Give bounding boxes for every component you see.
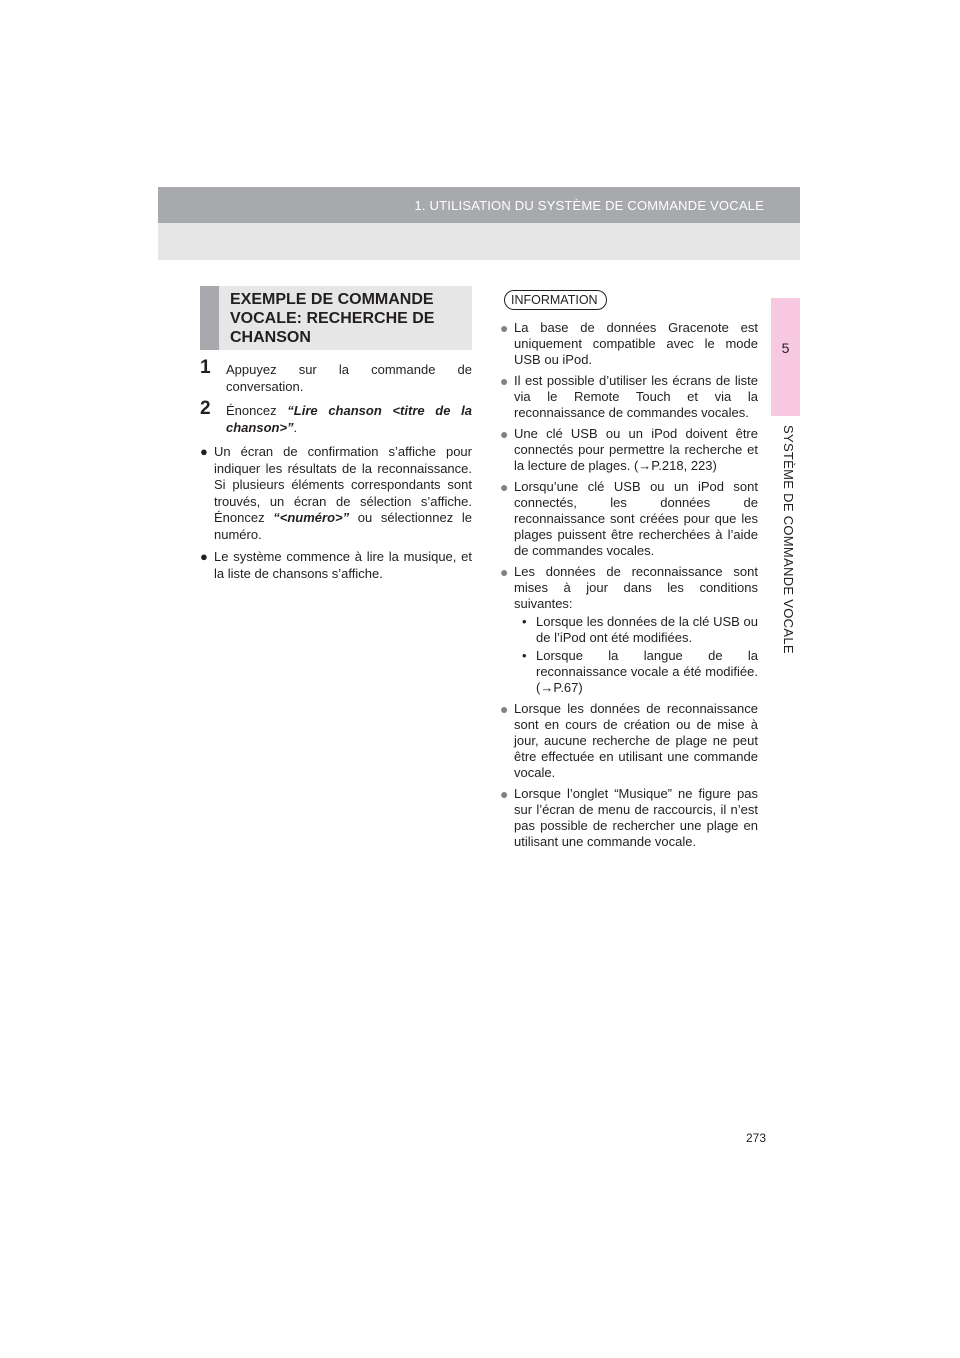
procedure-column <box>200 357 472 588</box>
info-text: Une clé USB ou un iPod doivent être connectés pour permettre la recherche et la lecture de plages. (→P.218, 223) <box>514 426 758 473</box>
step-emphasis: “Lire chanson <titre de la chanson>” <box>226 403 472 435</box>
step-prefix: Énoncez <box>226 403 288 418</box>
info-item <box>500 479 758 559</box>
info-bullet-icon: ● <box>500 564 509 580</box>
chapter-side-label: SYSTÈME DE COMMANDE VOCALE <box>781 425 796 654</box>
info-bullet-icon: ● <box>500 701 509 717</box>
step-text: Appuyez sur la commande de conversation. <box>226 362 472 394</box>
info-item <box>500 786 758 850</box>
step-suffix: . <box>293 419 298 435</box>
info-item <box>500 564 758 696</box>
chapter-tab <box>771 298 800 416</box>
bullet-dot-icon: ● <box>200 549 208 564</box>
step-number: 2 <box>200 398 211 419</box>
info-item <box>500 426 758 474</box>
bullet-text-a: Un écran de confirmation s’affiche pour indiquer les résultats de la reconnaissance. Si plusieurs éléments correspondants sont trouvés, un écran de sélection s’affiche. Énoncez <box>214 444 472 525</box>
bullet-item <box>200 444 472 543</box>
bullet-dot-icon: ● <box>200 444 208 459</box>
info-item <box>500 701 758 781</box>
info-text: Les données de reconnaissance sont mises à jour dans les conditions suivantes: <box>514 564 758 611</box>
info-sub-item <box>514 648 758 696</box>
page-header <box>158 187 800 260</box>
section-heading-accent <box>200 286 219 350</box>
bullet-text-a: Le système commence à lire la musique, et la liste de chansons s’affiche. <box>214 549 472 581</box>
info-sub-item <box>514 614 758 646</box>
chapter-number: 5 <box>781 340 790 356</box>
info-bullet-icon: ● <box>500 479 509 495</box>
header-strip <box>158 187 800 223</box>
sub-bullet-icon: • <box>522 614 527 629</box>
header-title: 1. UTILISATION DU SYSTÈME DE COMMANDE VOCALE <box>414 198 764 213</box>
section-title: EXEMPLE DE COMMANDE VOCALE: RECHERCHE DE CHANSON <box>230 291 435 346</box>
info-text: Lorsqu’une clé USB ou un iPod sont connectés, les données de reconnaissance sont créées pour que les plages puissent être recherchées à l’aide de commandes vocales. <box>514 479 758 558</box>
sub-bullet-icon: • <box>522 648 527 663</box>
info-item <box>500 320 758 368</box>
info-bullet-icon: ● <box>500 373 509 389</box>
step-text <box>226 403 472 436</box>
bullet-text-b: ou sélectionnez le numéro. <box>214 510 472 542</box>
info-text: Il est possible d’utiliser les écrans de liste via le Remote Touch et via la reconnaissance de commandes vocales. <box>514 373 758 420</box>
step-number: 1 <box>200 357 211 378</box>
step-1 <box>200 357 472 395</box>
info-bullet-icon: ● <box>500 320 509 336</box>
information-box <box>500 290 758 855</box>
step-2 <box>200 398 472 436</box>
info-bullet-icon: ● <box>500 426 509 442</box>
bullet-item <box>200 549 472 582</box>
info-sub-text: Lorsque la langue de la reconnaissance vocale a été modifiée. (→P.67) <box>536 648 758 695</box>
info-text: Lorsque l’onglet “Musique” ne figure pas sur l’écran de menu de raccourcis, il n’est pas possible de rechercher une plage en utilisant une commande vocale. <box>514 786 758 849</box>
info-bullet-icon: ● <box>500 786 509 802</box>
info-text: La base de données Gracenote est uniquement compatible avec le mode USB ou iPod. <box>514 320 758 367</box>
page-number: 273 <box>745 1131 766 1145</box>
info-sub-text: Lorsque les données de la clé USB ou de l’iPod ont été modifiées. <box>536 614 758 645</box>
section-heading <box>200 286 472 350</box>
information-label: INFORMATION <box>504 290 607 310</box>
info-item <box>500 373 758 421</box>
info-text: Lorsque les données de reconnaissance sont en cours de création ou de mise à jour, aucune recherche de plage ne peut être effectuée en utilisant une commande vocale. <box>514 701 758 780</box>
bullet-emphasis: “<numéro>” <box>273 510 350 525</box>
